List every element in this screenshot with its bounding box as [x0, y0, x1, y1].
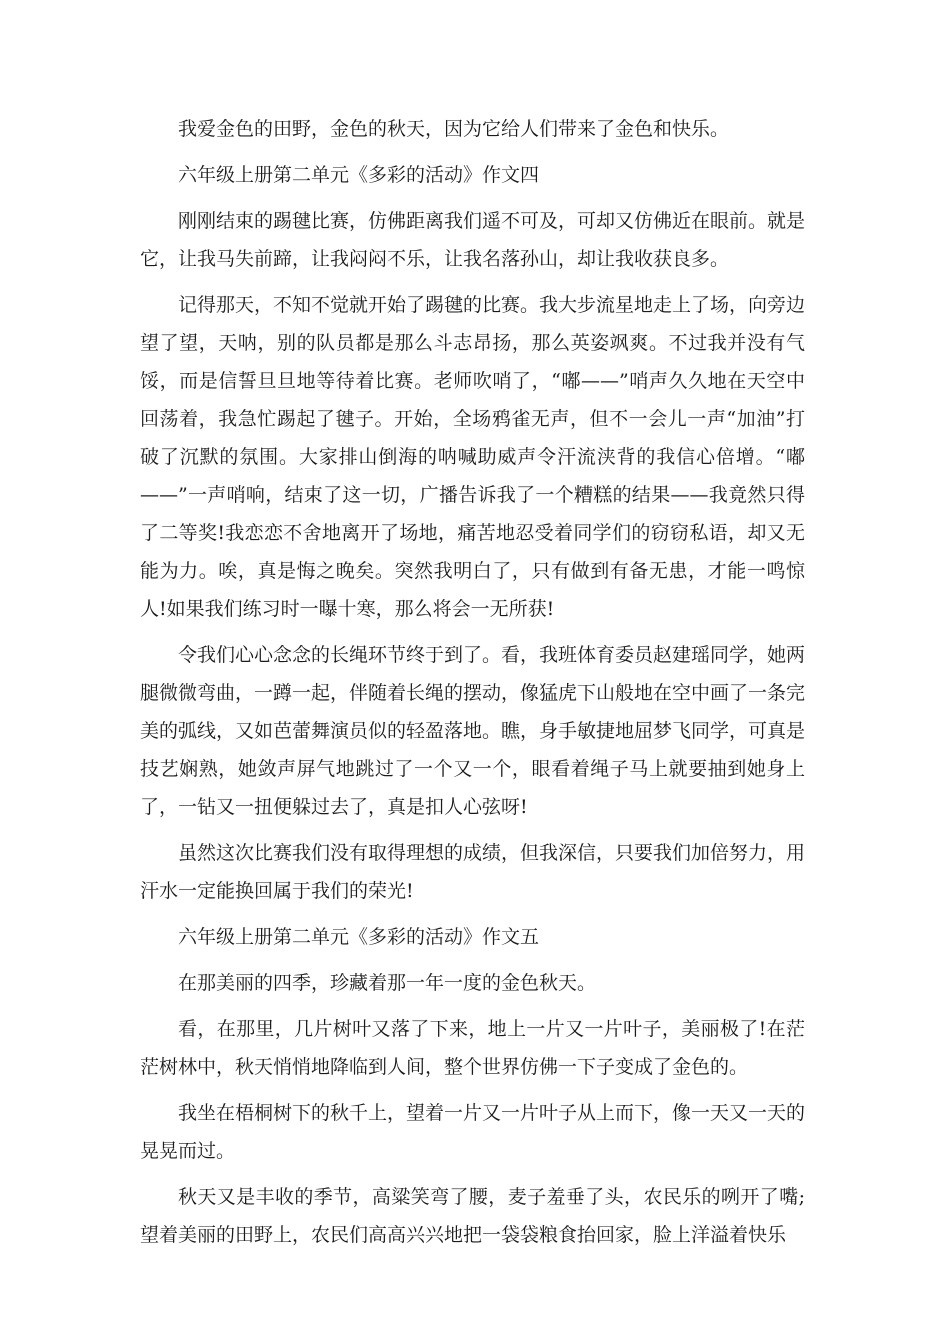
paragraph: 秋天又是丰收的季节，高粱笑弯了腰，麦子羞垂了头，农民乐的咧开了嘴;望着美丽的田野上，农民们高高兴兴地把一袋袋粮食抬回家，脸上洋溢着快乐 — [140, 1186, 805, 1246]
document-body — [140, 110, 805, 1262]
paragraph: 记得那天，不知不觉就开始了踢毽的比赛。我大步流星地走上了场，向旁边望了望，天呐，别的队员都是那么斗志昂扬，那么英姿飒爽。不过我并没有气馁，而是信誓旦旦地等待着比赛。老师吹哨了，“嘟——”哨声久久地在天空中回荡着，我急忙踢起了毽子。开始，全场鸦雀无声，但不一会儿一声“加油”打破了沉默的氛围。大家排山倒海的呐喊助威声令汗流浃背的我信心倍增。“嘟——”一声哨响，结束了这一切，广播告诉我了一个糟糕的结果——我竟然只得了二等奖!我恋恋不舍地离开了场地，痛苦地忍受着同学们的窃窃私语，却又无能为力。唉，真是悔之晚矣。突然我明白了，只有做到有备无患，才能一鸣惊人!如果我们练习时一曝十寒，那么将会一无所获! — [140, 294, 806, 620]
paragraph: 我坐在梧桐树下的秋千上，望着一片又一片叶子从上而下，像一天又一天的晃晃而过。 — [140, 1102, 806, 1162]
paragraph: 在那美丽的四季，珍藏着那一年一度的金色秋天。 — [178, 972, 597, 994]
section-heading: 六年级上册第二单元《多彩的活动》作文五 — [178, 926, 540, 948]
paragraph: 虽然这次比赛我们没有取得理想的成绩，但我深信，只要我们加倍努力，用汗水一定能换回属于我们的荣光! — [140, 842, 806, 902]
section-heading: 六年级上册第二单元《多彩的活动》作文四 — [178, 164, 540, 186]
paragraph: 刚刚结束的踢毽比赛，仿佛距离我们遥不可及，可却又仿佛近在眼前。就是它，让我马失前蹄，让我闷闷不乐，让我名落孙山，却让我收获良多。 — [140, 210, 806, 270]
paragraph: 令我们心心念念的长绳环节终于到了。看，我班体育委员赵建瑶同学，她两腿微微弯曲，一蹲一起，伴随着长绳的摆动，像猛虎下山般地在空中画了一条完美的弧线，又如芭蕾舞演员似的轻盈落地。瞧，身手敏捷地屈梦飞同学，可真是技艺娴熟，她敛声屏气地跳过了一个又一个，眼看着绳子马上就要抽到她身上了，一钻又一扭便躲过去了，真是扣人心弦呀! — [140, 644, 806, 818]
paragraph: 看，在那里，几片树叶又落了下来，地上一片又一片叶子，美丽极了!在茫茫树林中，秋天悄悄地降临到人间，整个世界仿佛一下子变成了金色的。 — [140, 1018, 805, 1078]
paragraph: 我爱金色的田野，金色的秋天，因为它给人们带来了金色和快乐。 — [178, 118, 730, 140]
